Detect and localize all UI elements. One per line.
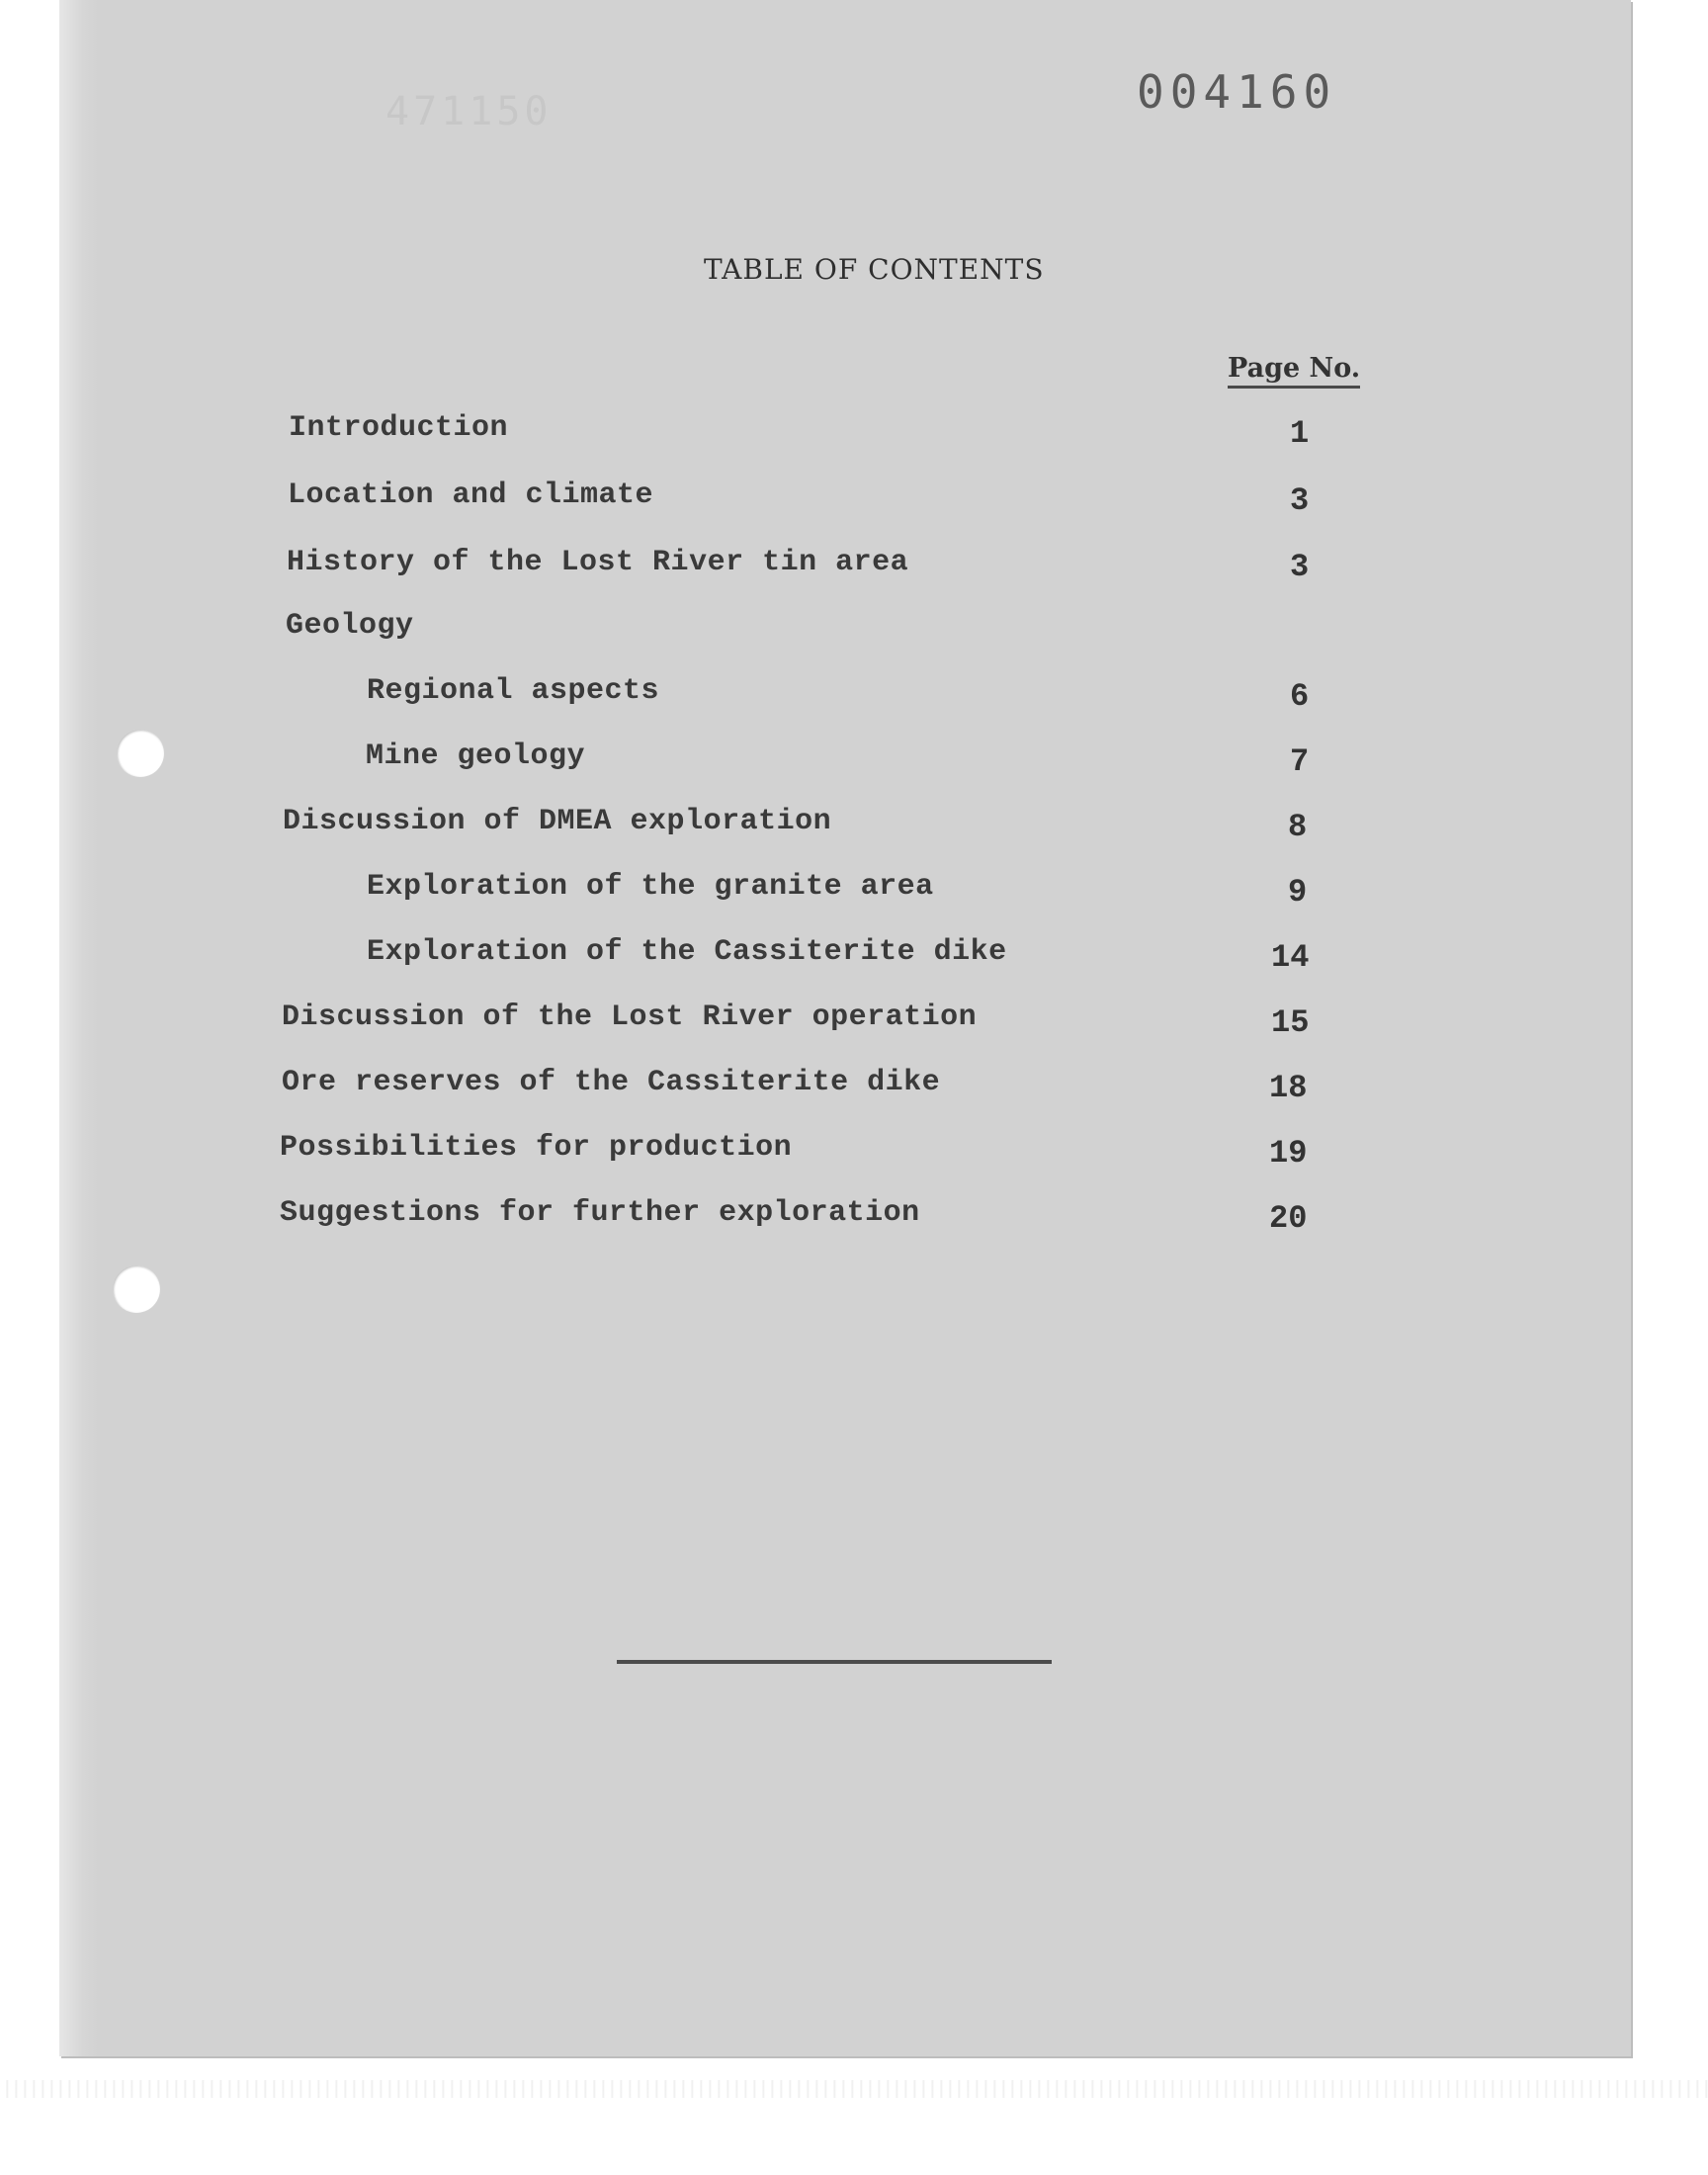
ghost-doc-number: 471150 <box>385 89 553 134</box>
toc-entry-mine-geology: Mine geology <box>366 740 586 773</box>
toc-page-further-exploration: 20 <box>1269 1200 1308 1237</box>
toc-entry-dmea-exploration: Discussion of DMEA exploration <box>283 805 832 838</box>
toc-page-introduction: 1 <box>1290 415 1310 452</box>
toc-page-mine-geology: 7 <box>1290 743 1310 780</box>
toc-entry-geology: Geology <box>286 609 414 643</box>
toc-page-location: 3 <box>1290 482 1310 519</box>
toc-title: TABLE OF CONTENTS <box>704 253 1045 286</box>
toc-page-possibilities-production: 19 <box>1269 1135 1308 1172</box>
toc-entry-granite-area: Exploration of the granite area <box>367 870 934 904</box>
document-number: 004160 <box>1137 65 1337 119</box>
paper-left-edge <box>59 0 99 2056</box>
scan-artifact-strip <box>0 2080 1708 2098</box>
punch-hole-top <box>117 730 164 777</box>
toc-page-regional-aspects: 6 <box>1290 678 1310 715</box>
toc-entry-lost-river-operation: Discussion of the Lost River operation <box>282 1000 978 1034</box>
toc-entry-cassiterite-dike-exploration: Exploration of the Cassiterite dike <box>367 935 1007 969</box>
toc-page-history: 3 <box>1290 549 1310 585</box>
toc-page-cassiterite-dike-exploration: 14 <box>1271 939 1310 976</box>
toc-page-dmea-exploration: 8 <box>1288 809 1308 845</box>
toc-entry-introduction: Introduction <box>289 411 509 445</box>
toc-entry-further-exploration: Suggestions for further exploration <box>280 1196 920 1230</box>
toc-entry-ore-reserves: Ore reserves of the Cassiterite dike <box>282 1066 941 1099</box>
toc-entry-history: History of the Lost River tin area <box>287 546 909 579</box>
toc-entry-location: Location and climate <box>288 478 654 512</box>
toc-page-lost-river-operation: 15 <box>1271 1004 1310 1041</box>
toc-entry-possibilities-production: Possibilities for production <box>280 1131 793 1165</box>
closing-rule-line <box>617 1660 1052 1664</box>
page-number-column-header: Page No. <box>1228 353 1360 389</box>
punch-hole-bottom <box>113 1265 160 1313</box>
toc-page-ore-reserves: 18 <box>1269 1070 1308 1106</box>
toc-page-granite-area: 9 <box>1288 874 1308 911</box>
toc-entry-regional-aspects: Regional aspects <box>367 674 660 708</box>
